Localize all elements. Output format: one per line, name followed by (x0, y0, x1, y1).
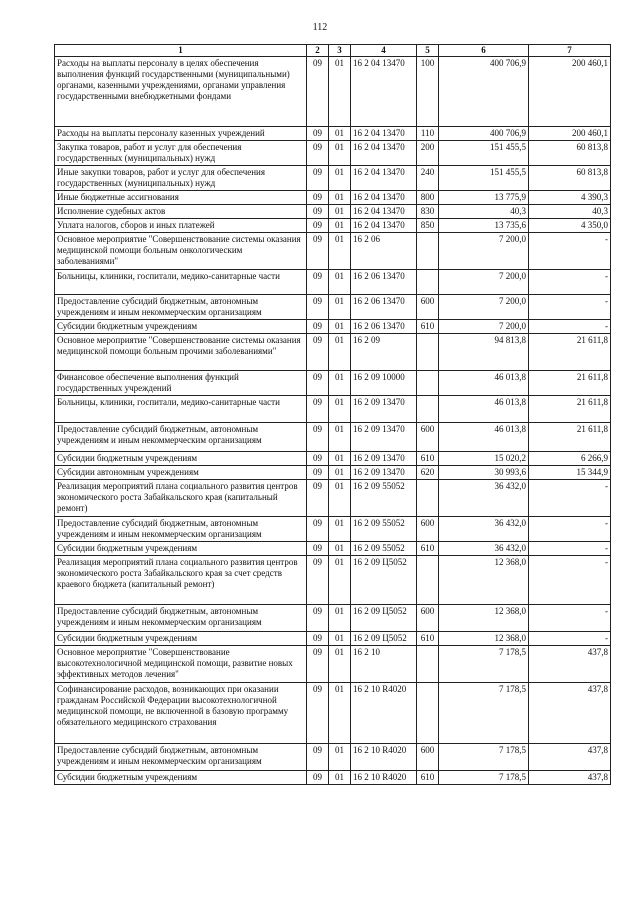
row-amount-actual: 200 460,1 (529, 127, 611, 141)
row-amount-plan: 12 368,0 (439, 632, 529, 646)
row-section: 09 (307, 771, 329, 785)
row-name: Реализация мероприятий плана социального развития центров экономического роста Забайкальского края за счет средств краевого бюджета (капитальный ремонт) (55, 556, 307, 605)
row-name: Субсидии автономным учреждениям (55, 466, 307, 480)
header-cell: 1 (55, 45, 307, 57)
row-name: Иные бюджетные ассигнования (55, 191, 307, 205)
row-target-code: 16 2 09 (351, 334, 417, 371)
table-header-row (55, 45, 611, 57)
row-section: 09 (307, 605, 329, 632)
row-subsection: 01 (329, 542, 351, 556)
table-row (55, 205, 611, 219)
row-expense-type: 200 (417, 141, 439, 166)
row-amount-actual: 60 813,8 (529, 166, 611, 191)
row-target-code: 16 2 09 13470 (351, 466, 417, 480)
row-subsection: 01 (329, 191, 351, 205)
row-amount-plan: 7 178,5 (439, 771, 529, 785)
row-target-code: 16 2 09 Ц5052 (351, 605, 417, 632)
table-row (55, 542, 611, 556)
table-row (55, 57, 611, 127)
row-target-code: 16 2 10 R4020 (351, 771, 417, 785)
header-cell: 5 (417, 45, 439, 57)
row-subsection: 01 (329, 233, 351, 270)
row-target-code: 16 2 09 10000 (351, 371, 417, 396)
table-row (55, 141, 611, 166)
row-expense-type: 600 (417, 605, 439, 632)
row-subsection: 01 (329, 57, 351, 127)
row-amount-actual: 21 611,8 (529, 423, 611, 452)
row-section: 09 (307, 205, 329, 219)
row-name: Софинансирование расходов, возникающих при оказании гражданам Российской Федерации высокотехнологичной медицинской помощи, не включенной в базовую программу обязательного медицинского страхования (55, 683, 307, 744)
table-row (55, 191, 611, 205)
row-expense-type: 240 (417, 166, 439, 191)
table-row (55, 683, 611, 744)
row-target-code: 16 2 09 55052 (351, 517, 417, 542)
row-amount-actual: 200 460,1 (529, 57, 611, 127)
row-target-code: 16 2 09 13470 (351, 423, 417, 452)
row-amount-actual: - (529, 480, 611, 517)
row-section: 09 (307, 320, 329, 334)
row-name: Исполнение судебных актов (55, 205, 307, 219)
table-row (55, 556, 611, 605)
budget-table (54, 44, 611, 785)
row-target-code: 16 2 06 13470 (351, 270, 417, 295)
row-section: 09 (307, 371, 329, 396)
row-expense-type (417, 683, 439, 744)
row-amount-plan: 13 735,6 (439, 219, 529, 233)
row-section: 09 (307, 452, 329, 466)
row-amount-plan: 13 775,9 (439, 191, 529, 205)
row-name: Предоставление субсидий бюджетным, автономным учреждениям и иным некоммерческим организациям (55, 744, 307, 771)
row-amount-actual: 6 266,9 (529, 452, 611, 466)
row-amount-plan: 7 200,0 (439, 295, 529, 320)
row-section: 09 (307, 295, 329, 320)
row-section: 09 (307, 744, 329, 771)
row-section: 09 (307, 141, 329, 166)
table-row (55, 517, 611, 542)
row-name: Субсидии бюджетным учреждениям (55, 771, 307, 785)
row-amount-plan: 36 432,0 (439, 480, 529, 517)
table-row (55, 371, 611, 396)
row-section: 09 (307, 683, 329, 744)
row-expense-type: 830 (417, 205, 439, 219)
row-subsection: 01 (329, 423, 351, 452)
row-name: Основное мероприятие "Совершенствование системы оказания медицинской помощи больным онкологическим заболеваниями" (55, 233, 307, 270)
row-target-code: 16 2 04 13470 (351, 127, 417, 141)
table-row (55, 127, 611, 141)
row-subsection: 01 (329, 632, 351, 646)
row-expense-type (417, 371, 439, 396)
row-subsection: 01 (329, 396, 351, 423)
row-amount-actual: - (529, 320, 611, 334)
row-amount-actual: - (529, 542, 611, 556)
row-amount-plan: 12 368,0 (439, 605, 529, 632)
row-section: 09 (307, 517, 329, 542)
row-section: 09 (307, 270, 329, 295)
row-section: 09 (307, 166, 329, 191)
row-name: Больницы, клиники, госпитали, медико-санитарные части (55, 270, 307, 295)
row-subsection: 01 (329, 219, 351, 233)
row-expense-type (417, 556, 439, 605)
row-amount-plan: 46 013,8 (439, 396, 529, 423)
table-row (55, 334, 611, 371)
table-row (55, 605, 611, 632)
row-amount-plan: 7 200,0 (439, 233, 529, 270)
row-subsection: 01 (329, 480, 351, 517)
row-name: Субсидии бюджетным учреждениям (55, 542, 307, 556)
row-expense-type (417, 480, 439, 517)
row-amount-actual: 4 350,0 (529, 219, 611, 233)
row-expense-type: 110 (417, 127, 439, 141)
table-row (55, 219, 611, 233)
row-target-code: 16 2 09 Ц5052 (351, 632, 417, 646)
header-cell: 7 (529, 45, 611, 57)
row-amount-plan: 7 200,0 (439, 320, 529, 334)
row-target-code: 16 2 10 (351, 646, 417, 683)
row-amount-plan: 7 178,5 (439, 744, 529, 771)
row-target-code: 16 2 04 13470 (351, 166, 417, 191)
row-section: 09 (307, 646, 329, 683)
row-amount-plan: 94 813,8 (439, 334, 529, 371)
row-amount-actual: - (529, 632, 611, 646)
row-section: 09 (307, 127, 329, 141)
row-target-code: 16 2 06 (351, 233, 417, 270)
row-expense-type: 610 (417, 320, 439, 334)
row-amount-actual: 60 813,8 (529, 141, 611, 166)
row-name: Основное мероприятие "Совершенствование системы оказания медицинской помощи больным прочими заболеваниями" (55, 334, 307, 371)
row-amount-plan: 7 178,5 (439, 683, 529, 744)
table-row (55, 466, 611, 480)
row-name: Предоставление субсидий бюджетным, автономным учреждениям и иным некоммерческим организациям (55, 605, 307, 632)
row-amount-plan: 12 368,0 (439, 556, 529, 605)
row-expense-type (417, 233, 439, 270)
row-expense-type: 600 (417, 744, 439, 771)
row-subsection: 01 (329, 646, 351, 683)
row-name: Иные закупки товаров, работ и услуг для обеспечения государственных (муниципальных) нужд (55, 166, 307, 191)
row-subsection: 01 (329, 452, 351, 466)
table-row (55, 423, 611, 452)
row-name: Субсидии бюджетным учреждениям (55, 632, 307, 646)
row-target-code: 16 2 09 Ц5052 (351, 556, 417, 605)
row-target-code: 16 2 10 R4020 (351, 744, 417, 771)
row-expense-type: 610 (417, 452, 439, 466)
row-section: 09 (307, 334, 329, 371)
row-name: Реализация мероприятий плана социального развития центров экономического роста Забайкальского края (капитальный ремонт) (55, 480, 307, 517)
row-subsection: 01 (329, 683, 351, 744)
row-amount-plan: 30 993,6 (439, 466, 529, 480)
row-subsection: 01 (329, 605, 351, 632)
table-row (55, 632, 611, 646)
row-expense-type: 800 (417, 191, 439, 205)
row-amount-actual: 40,3 (529, 205, 611, 219)
row-name: Предоставление субсидий бюджетным, автономным учреждениям и иным некоммерческим организациям (55, 295, 307, 320)
row-amount-plan: 151 455,5 (439, 166, 529, 191)
row-amount-actual: - (529, 233, 611, 270)
row-subsection: 01 (329, 334, 351, 371)
row-section: 09 (307, 556, 329, 605)
row-target-code: 16 2 04 13470 (351, 191, 417, 205)
row-name: Предоставление субсидий бюджетным, автономным учреждениям и иным некоммерческим организациям (55, 423, 307, 452)
row-subsection: 01 (329, 295, 351, 320)
row-section: 09 (307, 480, 329, 517)
row-target-code: 16 2 09 55052 (351, 480, 417, 517)
row-target-code: 16 2 04 13470 (351, 141, 417, 166)
row-section: 09 (307, 542, 329, 556)
row-amount-actual: - (529, 556, 611, 605)
row-target-code: 16 2 04 13470 (351, 57, 417, 127)
row-expense-type (417, 270, 439, 295)
row-target-code: 16 2 06 13470 (351, 320, 417, 334)
row-amount-actual: 437,8 (529, 683, 611, 744)
row-expense-type: 100 (417, 57, 439, 127)
row-name: Расходы на выплаты персоналу казенных учреждений (55, 127, 307, 141)
row-amount-actual: 437,8 (529, 744, 611, 771)
row-section: 09 (307, 632, 329, 646)
row-amount-plan: 7 200,0 (439, 270, 529, 295)
row-amount-plan: 36 432,0 (439, 517, 529, 542)
row-subsection: 01 (329, 771, 351, 785)
row-amount-actual: - (529, 517, 611, 542)
row-expense-type: 600 (417, 517, 439, 542)
row-amount-actual: - (529, 605, 611, 632)
row-target-code: 16 2 06 13470 (351, 295, 417, 320)
row-amount-plan: 400 706,9 (439, 57, 529, 127)
row-expense-type: 620 (417, 466, 439, 480)
row-name: Финансовое обеспечение выполнения функций государственных учреждений (55, 371, 307, 396)
row-section: 09 (307, 219, 329, 233)
table-row (55, 270, 611, 295)
row-amount-plan: 40,3 (439, 205, 529, 219)
row-name: Субсидии бюджетным учреждениям (55, 320, 307, 334)
row-expense-type: 610 (417, 771, 439, 785)
row-subsection: 01 (329, 127, 351, 141)
table-row (55, 295, 611, 320)
row-target-code: 16 2 04 13470 (351, 219, 417, 233)
row-name: Субсидии бюджетным учреждениям (55, 452, 307, 466)
row-amount-plan: 36 432,0 (439, 542, 529, 556)
row-subsection: 01 (329, 466, 351, 480)
row-amount-actual: 21 611,8 (529, 371, 611, 396)
row-expense-type: 610 (417, 632, 439, 646)
row-target-code: 16 2 04 13470 (351, 205, 417, 219)
row-name: Закупка товаров, работ и услуг для обеспечения государственных (муниципальных) нужд (55, 141, 307, 166)
row-amount-plan: 400 706,9 (439, 127, 529, 141)
table-row (55, 452, 611, 466)
row-section: 09 (307, 57, 329, 127)
header-cell: 3 (329, 45, 351, 57)
table-row (55, 744, 611, 771)
row-amount-actual: 437,8 (529, 771, 611, 785)
row-amount-plan: 46 013,8 (439, 371, 529, 396)
row-subsection: 01 (329, 556, 351, 605)
row-subsection: 01 (329, 371, 351, 396)
row-amount-actual: 15 344,9 (529, 466, 611, 480)
row-target-code: 16 2 09 13470 (351, 396, 417, 423)
row-name: Предоставление субсидий бюджетным, автономным учреждениям и иным некоммерческим организациям (55, 517, 307, 542)
row-amount-plan: 151 455,5 (439, 141, 529, 166)
row-expense-type: 600 (417, 295, 439, 320)
header-cell: 6 (439, 45, 529, 57)
row-section: 09 (307, 466, 329, 480)
row-section: 09 (307, 233, 329, 270)
row-amount-plan: 7 178,5 (439, 646, 529, 683)
row-expense-type (417, 646, 439, 683)
row-subsection: 01 (329, 166, 351, 191)
row-amount-actual: - (529, 270, 611, 295)
row-expense-type (417, 334, 439, 371)
row-expense-type (417, 396, 439, 423)
row-expense-type: 610 (417, 542, 439, 556)
row-target-code: 16 2 10 R4020 (351, 683, 417, 744)
row-expense-type: 850 (417, 219, 439, 233)
row-name: Больницы, клиники, госпитали, медико-санитарные части (55, 396, 307, 423)
row-amount-actual: 4 390,3 (529, 191, 611, 205)
table-row (55, 320, 611, 334)
table-row (55, 480, 611, 517)
row-subsection: 01 (329, 205, 351, 219)
row-section: 09 (307, 396, 329, 423)
row-amount-actual: 21 611,8 (529, 334, 611, 371)
row-subsection: 01 (329, 141, 351, 166)
row-name: Основное мероприятие "Совершенствование высокотехнологичной медицинской помощи, развитие новых эффективных методов лечения" (55, 646, 307, 683)
table-row (55, 396, 611, 423)
row-subsection: 01 (329, 517, 351, 542)
header-cell: 2 (307, 45, 329, 57)
page-number: 112 (312, 22, 328, 33)
row-amount-actual: - (529, 295, 611, 320)
table-row (55, 646, 611, 683)
row-section: 09 (307, 191, 329, 205)
row-target-code: 16 2 09 13470 (351, 452, 417, 466)
row-amount-plan: 46 013,8 (439, 423, 529, 452)
header-cell: 4 (351, 45, 417, 57)
row-target-code: 16 2 09 55052 (351, 542, 417, 556)
row-subsection: 01 (329, 320, 351, 334)
row-expense-type: 600 (417, 423, 439, 452)
table-row (55, 233, 611, 270)
row-subsection: 01 (329, 744, 351, 771)
table-row (55, 771, 611, 785)
row-amount-plan: 15 020,2 (439, 452, 529, 466)
table-row (55, 166, 611, 191)
row-name: Расходы на выплаты персоналу в целях обеспечения выполнения функций государственными (муниципальными) органами, казенными учреждениями, органами управления государственными внебюджетными фондами (55, 57, 307, 127)
row-amount-actual: 437,8 (529, 646, 611, 683)
row-name: Уплата налогов, сборов и иных платежей (55, 219, 307, 233)
row-section: 09 (307, 423, 329, 452)
row-amount-actual: 21 611,8 (529, 396, 611, 423)
row-subsection: 01 (329, 270, 351, 295)
